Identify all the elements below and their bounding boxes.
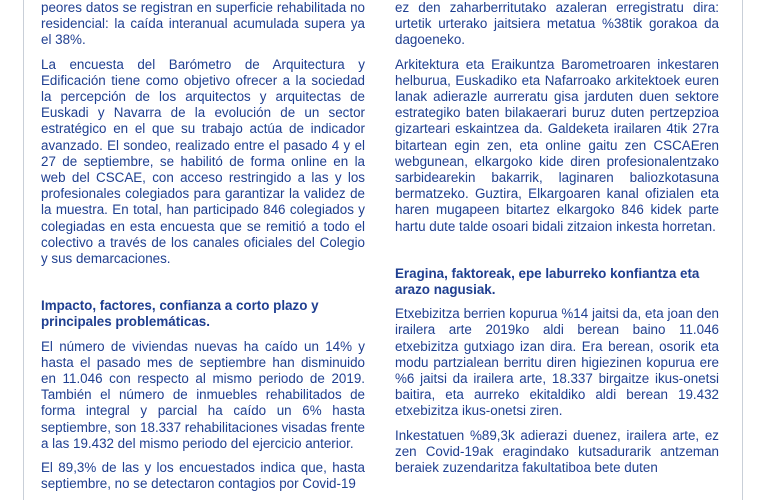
es-section-heading: Impacto, factores, confianza a corto plazo y principales problemáticas. bbox=[41, 298, 319, 330]
es-paragraph-housing: El número de viviendas nuevas ha caído un 14% y hasta el pasado mes de septiembre han disminuido en 11.046 con respecto al mismo periodo de 2019. También el número de inmuebles rehabilitados de forma integral y parcial ha caído un 6% hasta septiembre, son 18.337 rehabilitaciones visadas frente a las 19.432 del mismo periodo del ejercicio anterior. bbox=[41, 338, 365, 451]
eu-section-heading: Eragina, faktoreak, epe laburreko konfiantza eta arazo nagusiak. bbox=[395, 265, 700, 298]
eu-section-gap bbox=[395, 243, 719, 266]
page-frame-right-rule bbox=[742, 0, 743, 500]
es-paragraph-covid: El 89,3% de las y los encuestados indica que, hasta septiembre, no se detectaron contagios por Covid-19 bbox=[41, 460, 365, 492]
eu-paragraph-covid: Inkestatuen %89,3k adierazi duenez, irailera arte, ez zen Covid-19ak eragindako kutsadurarik antzeman beraiek zuzendaritza fakultatiboa bete duten bbox=[395, 427, 719, 476]
es-paragraph-intro-end: peores datos se registran en superficie rehabilitada no residencial: la caída interanual acumulada supera ya el 38%. bbox=[41, 0, 365, 48]
spanish-column bbox=[41, 0, 365, 500]
es-paragraph-survey: La encuesta del Barómetro de Arquitectura y Edificación tiene como objetivo ofrecer a la sociedad la percepción de los arquitectos y arquitectas de Euskadi y Navarra de la evolución de un sector estratégico en el que su trabajo actúa de indicador avanzado. El sondeo, realizado entre el pasado 4 y el 27 de septiembre, se habilitó de forma online en la web del CSCAE, con acceso restringido a las y los profesionales colegiados para garantizar la validez de la muestra. En total, han participado 846 colegiados y colegiadas en esta encuesta que se remitió a todo el colectivo a través de los canales oficiales del Colegio y sus demarcaciones. bbox=[41, 56, 365, 267]
es-section-gap bbox=[41, 275, 365, 298]
page-frame-left-rule bbox=[23, 0, 24, 500]
eu-paragraph-survey: Arkitektura eta Eraikuntza Barometroaren inkestaren helburua, Euskadiko eta Nafarroako arkitektoek euren lanak adierazle aurreratu gisa jarduten duen sektore estrategiko baten bilakaerari buruz duten pertzepzioa gizarteari eskaintzea da. Galdeketa irailaren 4tik 27ra bitartean egin zen, eta online gaitu zen CSCAEren webgunean, elkargoko kide diren profesionalentzako sarbidearekin bakarrik, laginaren baliozkotasuna bermatzeko. Guztira, Elkargoaren kanal ofizialen eta haren mugapeen bitartez elkargoko 846 kidek parte hartu dute talde osoari bidali zitzaion inkesta horretan. bbox=[395, 56, 719, 234]
basque-column bbox=[395, 0, 719, 484]
eu-paragraph-housing: Etxebizitza berrien kopurua %14 jaitsi da, eta joan den irailera arte 2019ko aldi berean baino 11.046 etxebizitza gutxiago izan dira. Era berean, osorik eta modu partzialean berritu diren higiezinen kopurua ere %6 jaitsi da irailera arte, 18.337 birgaitze ikus-onetsi baitira, eta aurreko ekitaldiko aldi berean 19.432 etxebizitza ikus-onetsi ziren. bbox=[395, 306, 719, 419]
eu-paragraph-intro-end: ez den zaharberritutako azaleran erregistratu dira: urtetik urterako jaitsiera metatua %38tik gorakoa da dagoeneko. bbox=[395, 0, 719, 48]
